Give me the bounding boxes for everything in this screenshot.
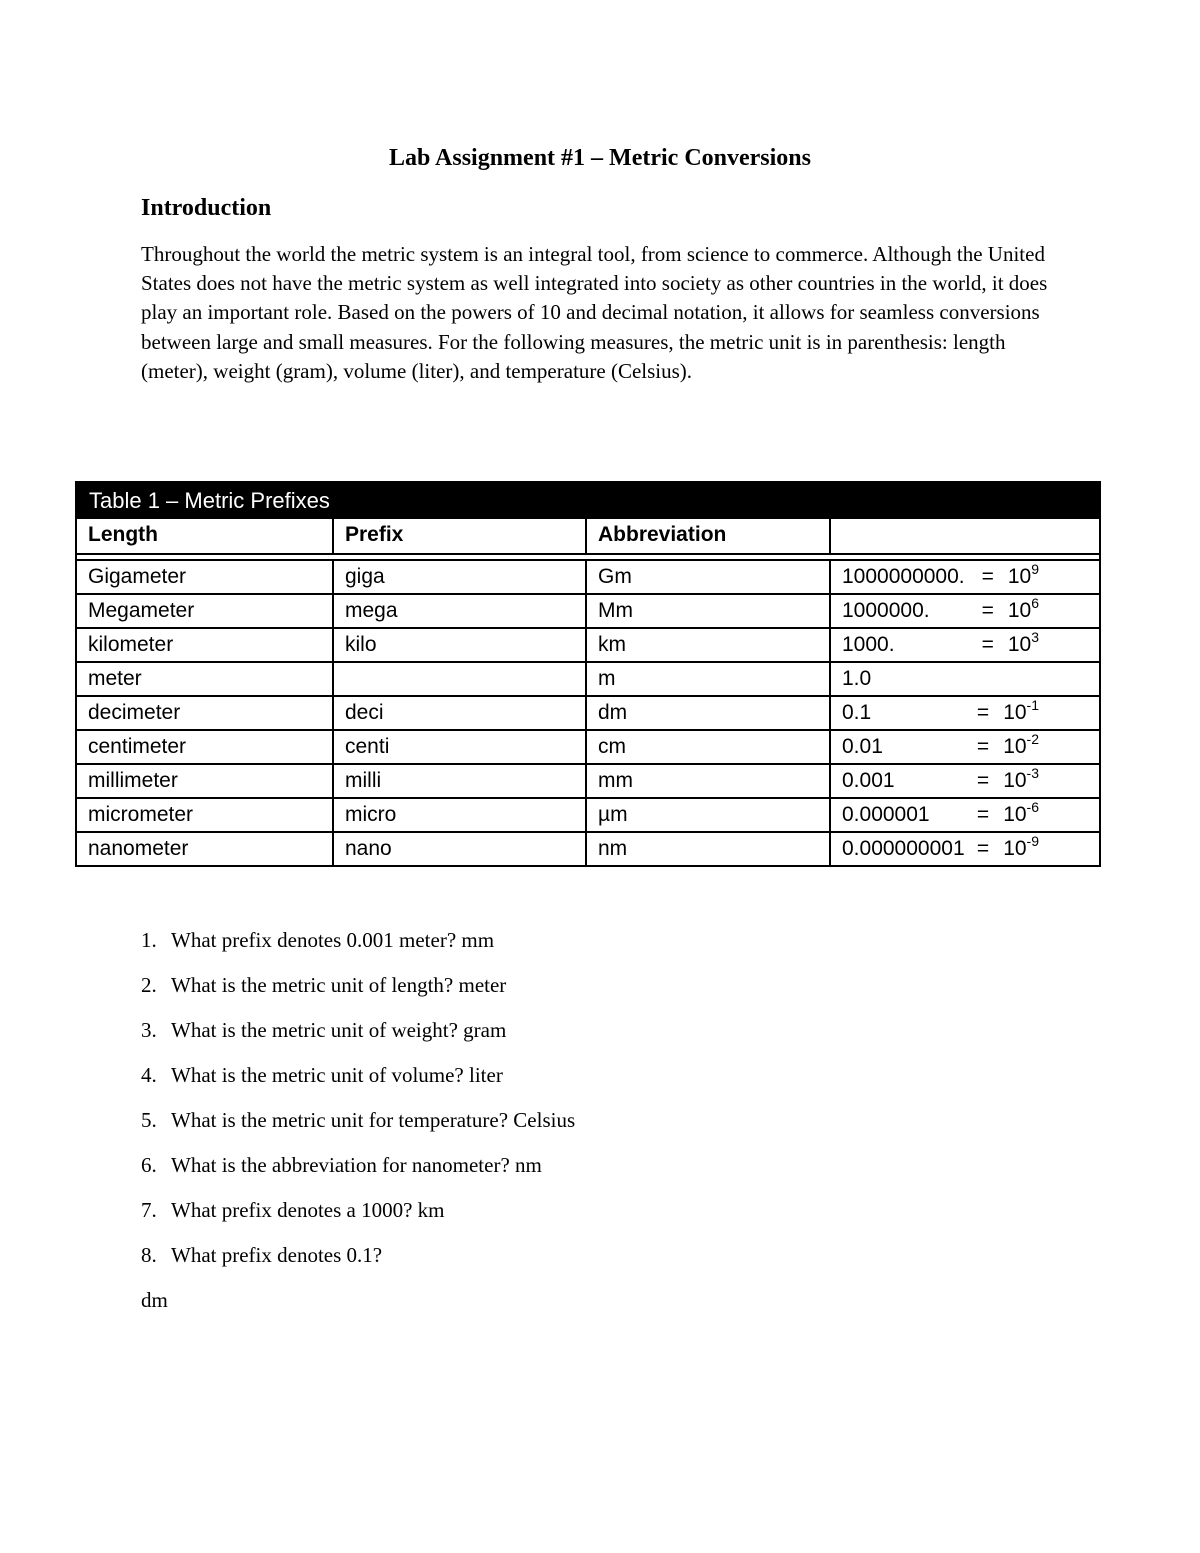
cell-length: micrometer <box>77 799 334 831</box>
power-base: 10 <box>1003 837 1027 860</box>
cell-prefix: centi <box>334 731 587 763</box>
equals-sign: = <box>981 565 994 588</box>
cell-length: centimeter <box>77 731 334 763</box>
table-row <box>77 831 1099 865</box>
decimal-value: 0.000001 <box>842 803 930 826</box>
equals-sign: = <box>976 735 990 758</box>
decimal-value: 1000000000. <box>842 565 965 588</box>
decimal-value: 0.000000001 <box>842 837 965 860</box>
cell-abbreviation: cm <box>587 731 831 763</box>
cell-length: meter <box>77 663 334 695</box>
question-text: What is the abbreviation for nanometer? nm <box>171 1153 542 1177</box>
cell-value <box>831 765 1099 797</box>
cell-length: nanometer <box>77 833 334 865</box>
question-number: 7. <box>141 1198 157 1222</box>
power-of-ten <box>982 595 1039 627</box>
power-exponent: -1 <box>1026 697 1039 713</box>
power-base: 10 <box>1003 735 1027 758</box>
power-of-ten <box>977 731 1039 763</box>
power-exponent: 3 <box>1031 629 1039 645</box>
question-number: 8. <box>141 1243 157 1267</box>
page-title: Lab Assignment #1 – Metric Conversions <box>389 145 811 171</box>
question-number: 3. <box>141 1018 157 1042</box>
header-length: Length <box>77 519 334 553</box>
cell-value <box>831 595 1099 627</box>
cell-prefix: kilo <box>334 629 587 661</box>
power-exponent: -2 <box>1026 731 1039 747</box>
decimal-value: 0.01 <box>842 735 883 758</box>
question-number: 4. <box>141 1063 157 1087</box>
cell-value <box>831 697 1099 729</box>
question-item <box>141 1105 575 1150</box>
power-of-ten <box>977 833 1039 865</box>
decimal-value: 0.1 <box>842 701 872 724</box>
question-item <box>141 1195 575 1240</box>
power-of-ten <box>977 799 1039 831</box>
question-text: What prefix denotes a 1000? km <box>171 1198 445 1222</box>
cell-length: decimeter <box>77 697 334 729</box>
table-header-row <box>77 517 1099 553</box>
table-row <box>77 661 1099 695</box>
question-text: What prefix denotes 0.001 meter? mm <box>171 928 495 952</box>
cell-prefix <box>334 663 587 695</box>
header-value <box>831 519 1099 553</box>
question-item <box>141 1060 575 1105</box>
equals-sign: = <box>976 803 990 826</box>
cell-abbreviation: Mm <box>587 595 831 627</box>
cell-prefix: deci <box>334 697 587 729</box>
cell-abbreviation: m <box>587 663 831 695</box>
cell-abbreviation: Gm <box>587 561 831 593</box>
question-number: 2. <box>141 973 157 997</box>
table-row <box>77 729 1099 763</box>
table-row <box>77 627 1099 661</box>
question-item <box>141 1015 575 1060</box>
cell-abbreviation: km <box>587 629 831 661</box>
power-exponent: -3 <box>1026 765 1039 781</box>
table-row <box>77 593 1099 627</box>
cell-prefix: micro <box>334 799 587 831</box>
cell-abbreviation: nm <box>587 833 831 865</box>
cell-length: millimeter <box>77 765 334 797</box>
power-of-ten <box>982 629 1039 661</box>
power-base: 10 <box>1007 599 1032 622</box>
power-exponent: -9 <box>1026 833 1039 849</box>
power-base: 10 <box>1007 633 1032 656</box>
table-body <box>77 559 1099 865</box>
question-item <box>141 925 575 970</box>
decimal-value: 1.0 <box>842 667 872 690</box>
question-list <box>141 925 575 1285</box>
power-of-ten <box>977 765 1039 797</box>
question-item <box>141 970 575 1015</box>
cell-value <box>831 561 1099 593</box>
equals-sign: = <box>981 633 994 656</box>
power-base: 10 <box>1003 803 1027 826</box>
cell-value <box>831 799 1099 831</box>
intro-paragraph: Throughout the world the metric system is an integral tool, from science to commerce. Although the United States does not have the metric system as well integrated into society as other countries in the world, it does play an important role. Based on the powers of 10 and decimal notation, it allows for seamless conversions between large and small measures. For the following measures, the metric unit is in parenthesis: length (meter), weight (gram), volume (liter), and temperature (Celsius). <box>141 242 1048 383</box>
equals-sign: = <box>976 837 990 860</box>
equals-sign: = <box>976 701 990 724</box>
cell-length: Megameter <box>77 595 334 627</box>
cell-prefix: mega <box>334 595 587 627</box>
power-of-ten <box>982 561 1039 593</box>
power-base: 10 <box>1003 769 1027 792</box>
cell-value <box>831 629 1099 661</box>
question-item <box>141 1150 575 1195</box>
cell-prefix: milli <box>334 765 587 797</box>
cell-length: Gigameter <box>77 561 334 593</box>
cell-length: kilometer <box>77 629 334 661</box>
cell-abbreviation: µm <box>587 799 831 831</box>
question-number: 5. <box>141 1108 157 1132</box>
cell-value <box>831 731 1099 763</box>
equals-sign: = <box>981 599 994 622</box>
metric-prefixes-table <box>75 481 1101 867</box>
decimal-value: 1000000. <box>842 599 930 622</box>
table-caption: Table 1 – Metric Prefixes <box>77 483 1099 517</box>
power-exponent: -6 <box>1026 799 1039 815</box>
table-row <box>77 559 1099 593</box>
table-row <box>77 763 1099 797</box>
power-of-ten <box>977 697 1039 729</box>
question-number: 1. <box>141 928 157 952</box>
question-text: What is the metric unit of weight? gram <box>171 1018 507 1042</box>
header-prefix: Prefix <box>334 519 587 553</box>
table-row <box>77 797 1099 831</box>
question-text: What is the metric unit of volume? liter <box>171 1063 503 1087</box>
question-text: What is the metric unit for temperature? Celsius <box>171 1108 576 1132</box>
power-base: 10 <box>1003 701 1027 724</box>
cell-value <box>831 833 1099 865</box>
cell-prefix: giga <box>334 561 587 593</box>
intro-heading: Introduction <box>141 195 272 221</box>
header-abbreviation: Abbreviation <box>587 519 831 553</box>
question-text: What is the metric unit of length? meter <box>171 973 507 997</box>
cell-abbreviation: mm <box>587 765 831 797</box>
power-exponent: 6 <box>1031 595 1039 611</box>
question-number: 6. <box>141 1153 157 1177</box>
question-item <box>141 1240 575 1285</box>
power-base: 10 <box>1007 565 1032 588</box>
equals-sign: = <box>976 769 990 792</box>
cell-abbreviation: dm <box>587 697 831 729</box>
power-exponent: 9 <box>1031 561 1039 577</box>
table-row <box>77 695 1099 729</box>
final-answer: dm <box>141 1288 168 1312</box>
decimal-value: 0.001 <box>842 769 895 792</box>
question-text: What prefix denotes 0.1? <box>171 1243 383 1267</box>
decimal-value: 1000. <box>842 633 895 656</box>
cell-value <box>831 663 1099 695</box>
cell-prefix: nano <box>334 833 587 865</box>
